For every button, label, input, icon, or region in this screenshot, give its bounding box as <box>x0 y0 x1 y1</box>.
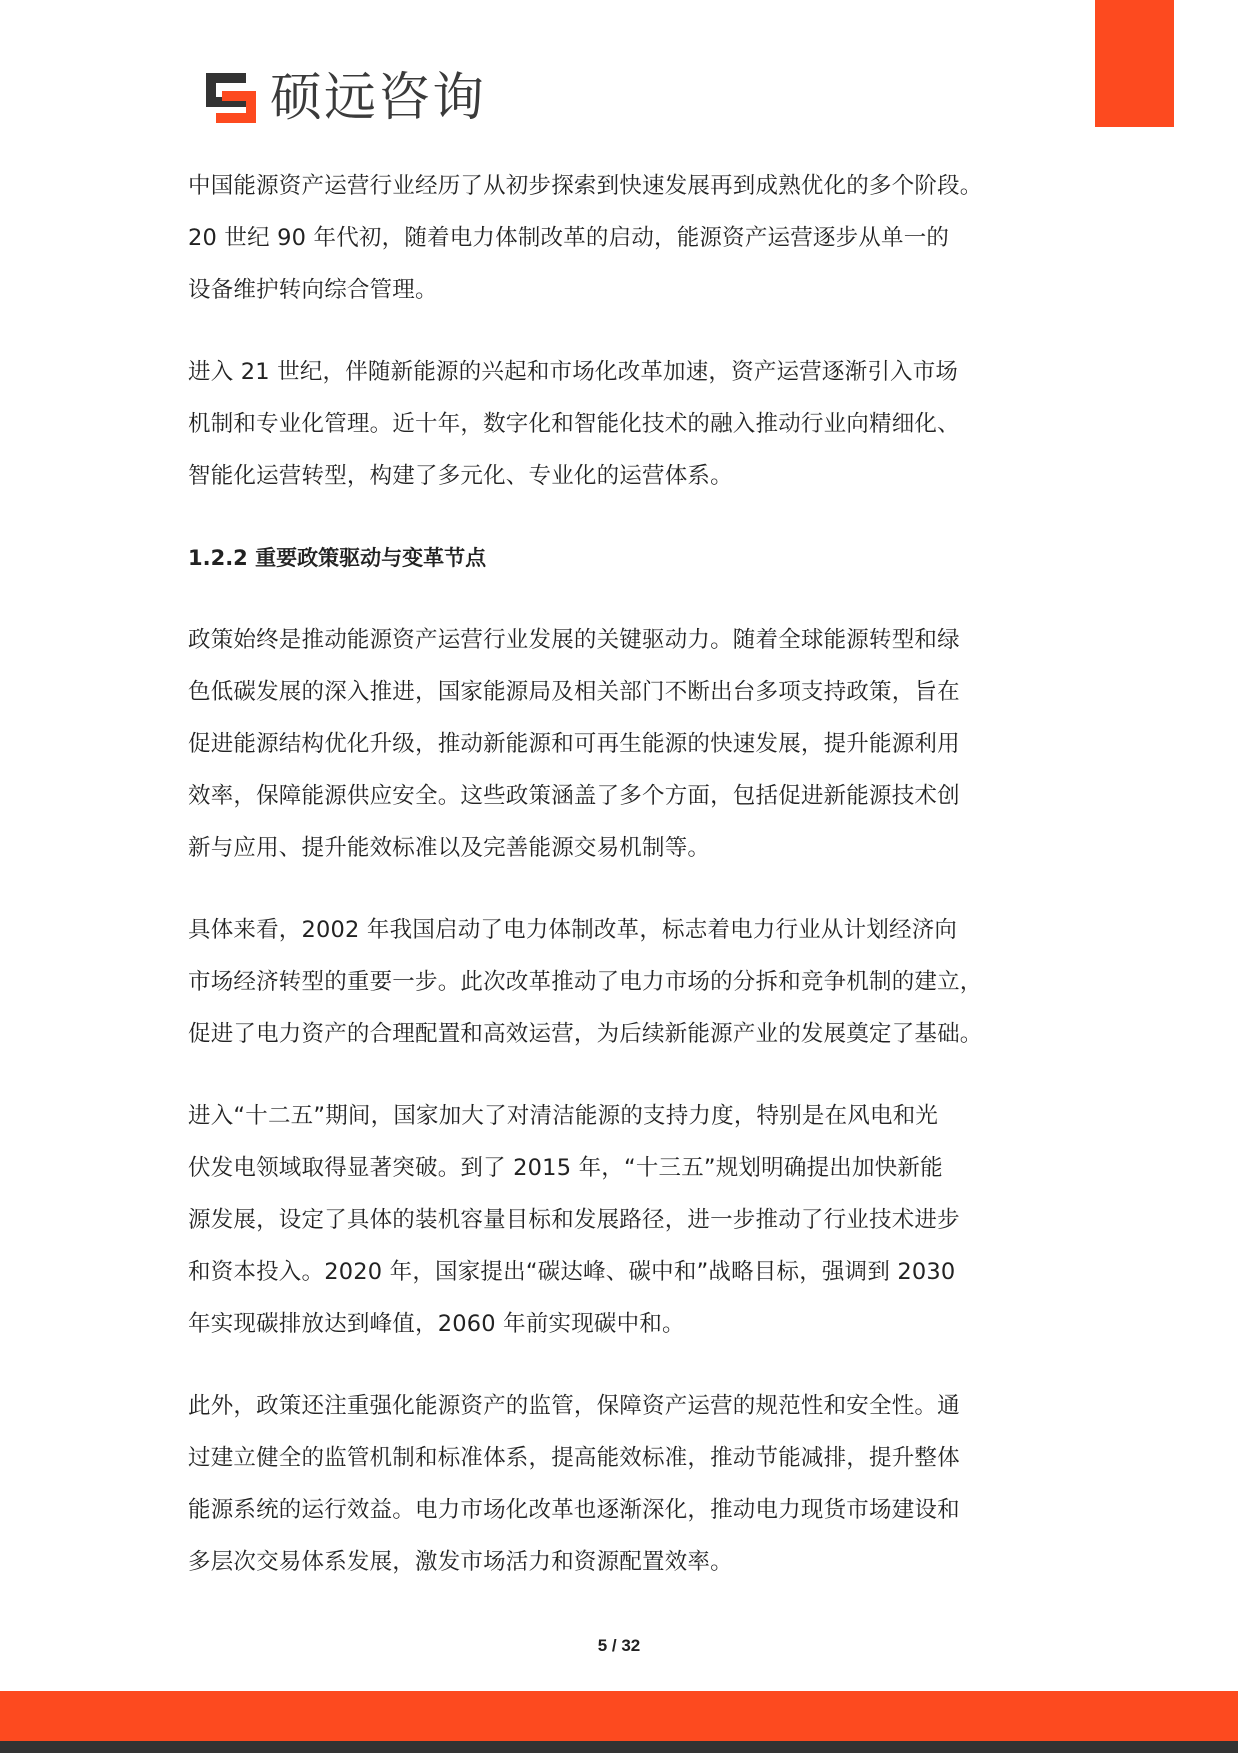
paragraph <box>188 614 1058 874</box>
stacked-brackets-logo-icon <box>202 69 260 127</box>
paragraph <box>188 1090 1058 1350</box>
text-line: 机制和专业化管理。近十年，数字化和智能化技术的融入推动行业向精细化、 <box>188 411 960 437</box>
section-heading: 1.2.2 重要政策驱动与变革节点 <box>188 546 487 570</box>
text-line: 20 世纪 90 年代初，随着电力体制改革的启动，能源资产运营逐步从单一的 <box>188 225 950 251</box>
text-line: 促进了电力资产的合理配置和高效运营，为后续新能源产业的发展奠定了基础。 <box>188 1021 983 1047</box>
text-line: 中国能源资产运营行业经历了从初步探索到快速发展再到成熟优化的多个阶段。 <box>188 173 983 199</box>
paragraph <box>188 160 1058 316</box>
text-line: 智能化运营转型，构建了多元化、专业化的运营体系。 <box>188 463 733 489</box>
brand-name: 硕远咨询 <box>270 68 487 128</box>
paragraph <box>188 346 1058 502</box>
paragraph <box>188 904 1058 1060</box>
text-line: 色低碳发展的深入推进，国家能源局及相关部门不断出台多项支持政策，旨在 <box>188 679 960 705</box>
footer-accent-bar <box>0 1691 1238 1741</box>
page-number: 5 / 32 <box>597 1636 641 1655</box>
text-line: 市场经济转型的重要一步。此次改革推动了电力市场的分拆和竞争机制的建立， <box>188 969 983 995</box>
document-body <box>188 160 1058 1588</box>
brand-logo <box>202 66 486 130</box>
footer-dark-strip <box>0 1741 1238 1753</box>
text-line: 政策始终是推动能源资产运营行业发展的关键驱动力。随着全球能源转型和绿 <box>188 627 960 653</box>
text-line: 此外，政策还注重强化能源资产的监管，保障资产运营的规范性和安全性。通 <box>188 1393 960 1419</box>
text-line: 过建立健全的监管机制和标准体系，提高能效标准，推动节能减排，提升整体 <box>188 1445 960 1471</box>
text-line: 新与应用、提升能效标准以及完善能源交易机制等。 <box>188 835 711 861</box>
text-line: 设备维护转向综合管理。 <box>188 277 438 303</box>
text-line: 源发展，设定了具体的装机容量目标和发展路径，进一步推动了行业技术进步 <box>188 1207 960 1233</box>
text-line: 伏发电领域取得显著突破。到了 2015 年，“十三五”规划明确提出加快新能 <box>188 1155 943 1181</box>
text-line: 能源系统的运行效益。电力市场化改革也逐渐深化，推动电力现货市场建设和 <box>188 1497 960 1523</box>
text-line: 多层次交易体系发展，激发市场活力和资源配置效率。 <box>188 1549 733 1575</box>
paragraph <box>188 1380 1058 1588</box>
text-line: 效率，保障能源供应安全。这些政策涵盖了多个方面，包括促进新能源技术创 <box>188 783 960 809</box>
text-line: 进入 21 世纪，伴随新能源的兴起和市场化改革加速，资产运营逐渐引入市场 <box>188 359 959 385</box>
text-line: 和资本投入。2020 年，国家提出“碳达峰、碳中和”战略目标，强调到 2030 <box>188 1259 956 1285</box>
text-line: 进入“十二五”期间，国家加大了对清洁能源的支持力度，特别是在风电和光 <box>188 1103 939 1129</box>
text-line: 年实现碳排放达到峰值，2060 年前实现碳中和。 <box>188 1311 685 1337</box>
text-line: 促进能源结构优化升级，推动新能源和可再生能源的快速发展，提升能源利用 <box>188 731 960 757</box>
corner-accent-tab <box>1095 0 1174 127</box>
text-line: 具体来看，2002 年我国启动了电力体制改革，标志着电力行业从计划经济向 <box>188 917 958 943</box>
